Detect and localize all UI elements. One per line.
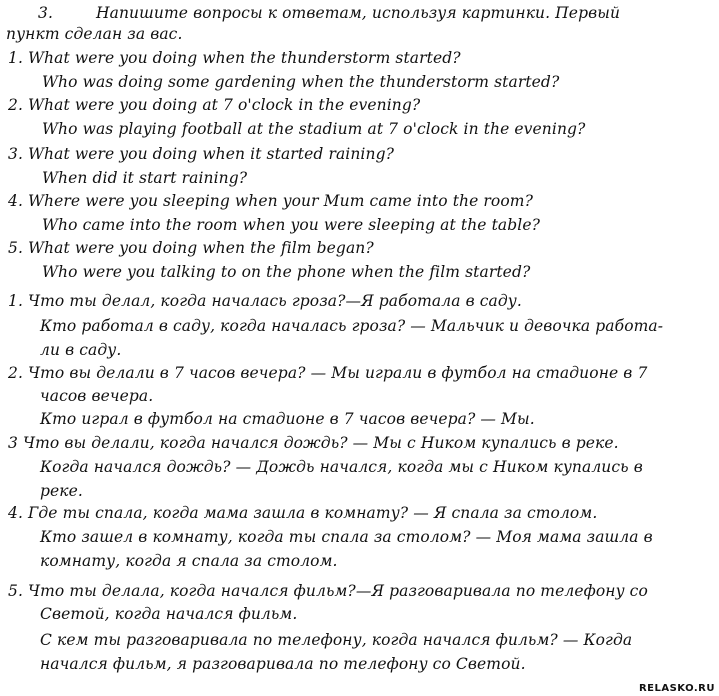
russian-item-2-line-3: Кто играл в футбол на стадионе в 7 часов вечера? — Мы.	[40, 410, 535, 428]
english-question-4: 4. Where were you sleeping when your Mum came into the room?	[8, 192, 533, 210]
russian-item-3-line-1: 3 Что вы делали, когда начался дождь? — Мы с Ником купались в реке.	[8, 434, 619, 452]
russian-item-5-line-2: Светой, когда начался фильм.	[40, 605, 298, 623]
english-answer-1: Who was doing some gardening when the thunderstorm started?	[42, 73, 560, 91]
english-answer-5: Who were you talking to on the phone when the film started?	[42, 263, 531, 281]
russian-item-4-line-1: 4. Где ты спала, когда мама зашла в комнату? — Я спала за столом.	[8, 504, 598, 522]
english-answer-3: When did it start raining?	[42, 169, 248, 187]
english-question-5: 5. What were you doing when the film began?	[8, 239, 374, 257]
russian-item-2-line-2: часов вечера.	[40, 387, 154, 405]
russian-item-5-line-4: начался фильм, я разговаривала по телефону со Светой.	[40, 655, 526, 673]
russian-item-4-line-3: комнату, когда я спала за столом.	[40, 552, 338, 570]
russian-item-5-line-1: 5. Что ты делала, когда начался фильм?—Я разговаривала по телефону со	[8, 582, 648, 600]
russian-item-5-line-3: С кем ты разговаривала по телефону, когда начался фильм? — Когда	[40, 631, 633, 649]
russian-item-3-line-3: реке.	[40, 482, 83, 500]
task-instruction: Напишите вопросы к ответам, используя картинки. Первый	[96, 4, 621, 22]
russian-item-3-line-2: Когда начался дождь? — Дождь начался, когда мы с Ником купались в	[40, 458, 643, 476]
russian-item-1-line-3: ли в саду.	[40, 341, 122, 359]
task-header-line-2: пункт сделан за вас.	[6, 25, 183, 43]
english-answer-4: Who came into the room when you were sleeping at the table?	[42, 216, 541, 234]
russian-item-2-line-1: 2. Что вы делали в 7 часов вечера? — Мы играли в футбол на стадионе в 7	[8, 364, 648, 382]
russian-item-1-line-1: 1. Что ты делал, когда началась гроза?—Я работала в саду.	[8, 292, 522, 310]
english-answer-2: Who was playing football at the stadium at 7 o'clock in the evening?	[42, 120, 586, 138]
task-header-line-1	[6, 3, 620, 23]
russian-item-1-line-2: Кто работал в саду, когда началась гроза? — Мальчик и девочка работа-	[40, 317, 664, 335]
task-number: 3.	[38, 4, 53, 22]
english-question-3: 3. What were you doing when it started raining?	[8, 145, 395, 163]
english-question-1: 1. What were you doing when the thunderstorm started?	[8, 49, 461, 67]
russian-item-4-line-2: Кто зашел в комнату, когда ты спала за столом? — Моя мама зашла в	[40, 528, 653, 546]
english-question-2: 2. What were you doing at 7 o'clock in the evening?	[8, 96, 421, 114]
site-watermark: RELASKO.RU	[638, 683, 715, 694]
